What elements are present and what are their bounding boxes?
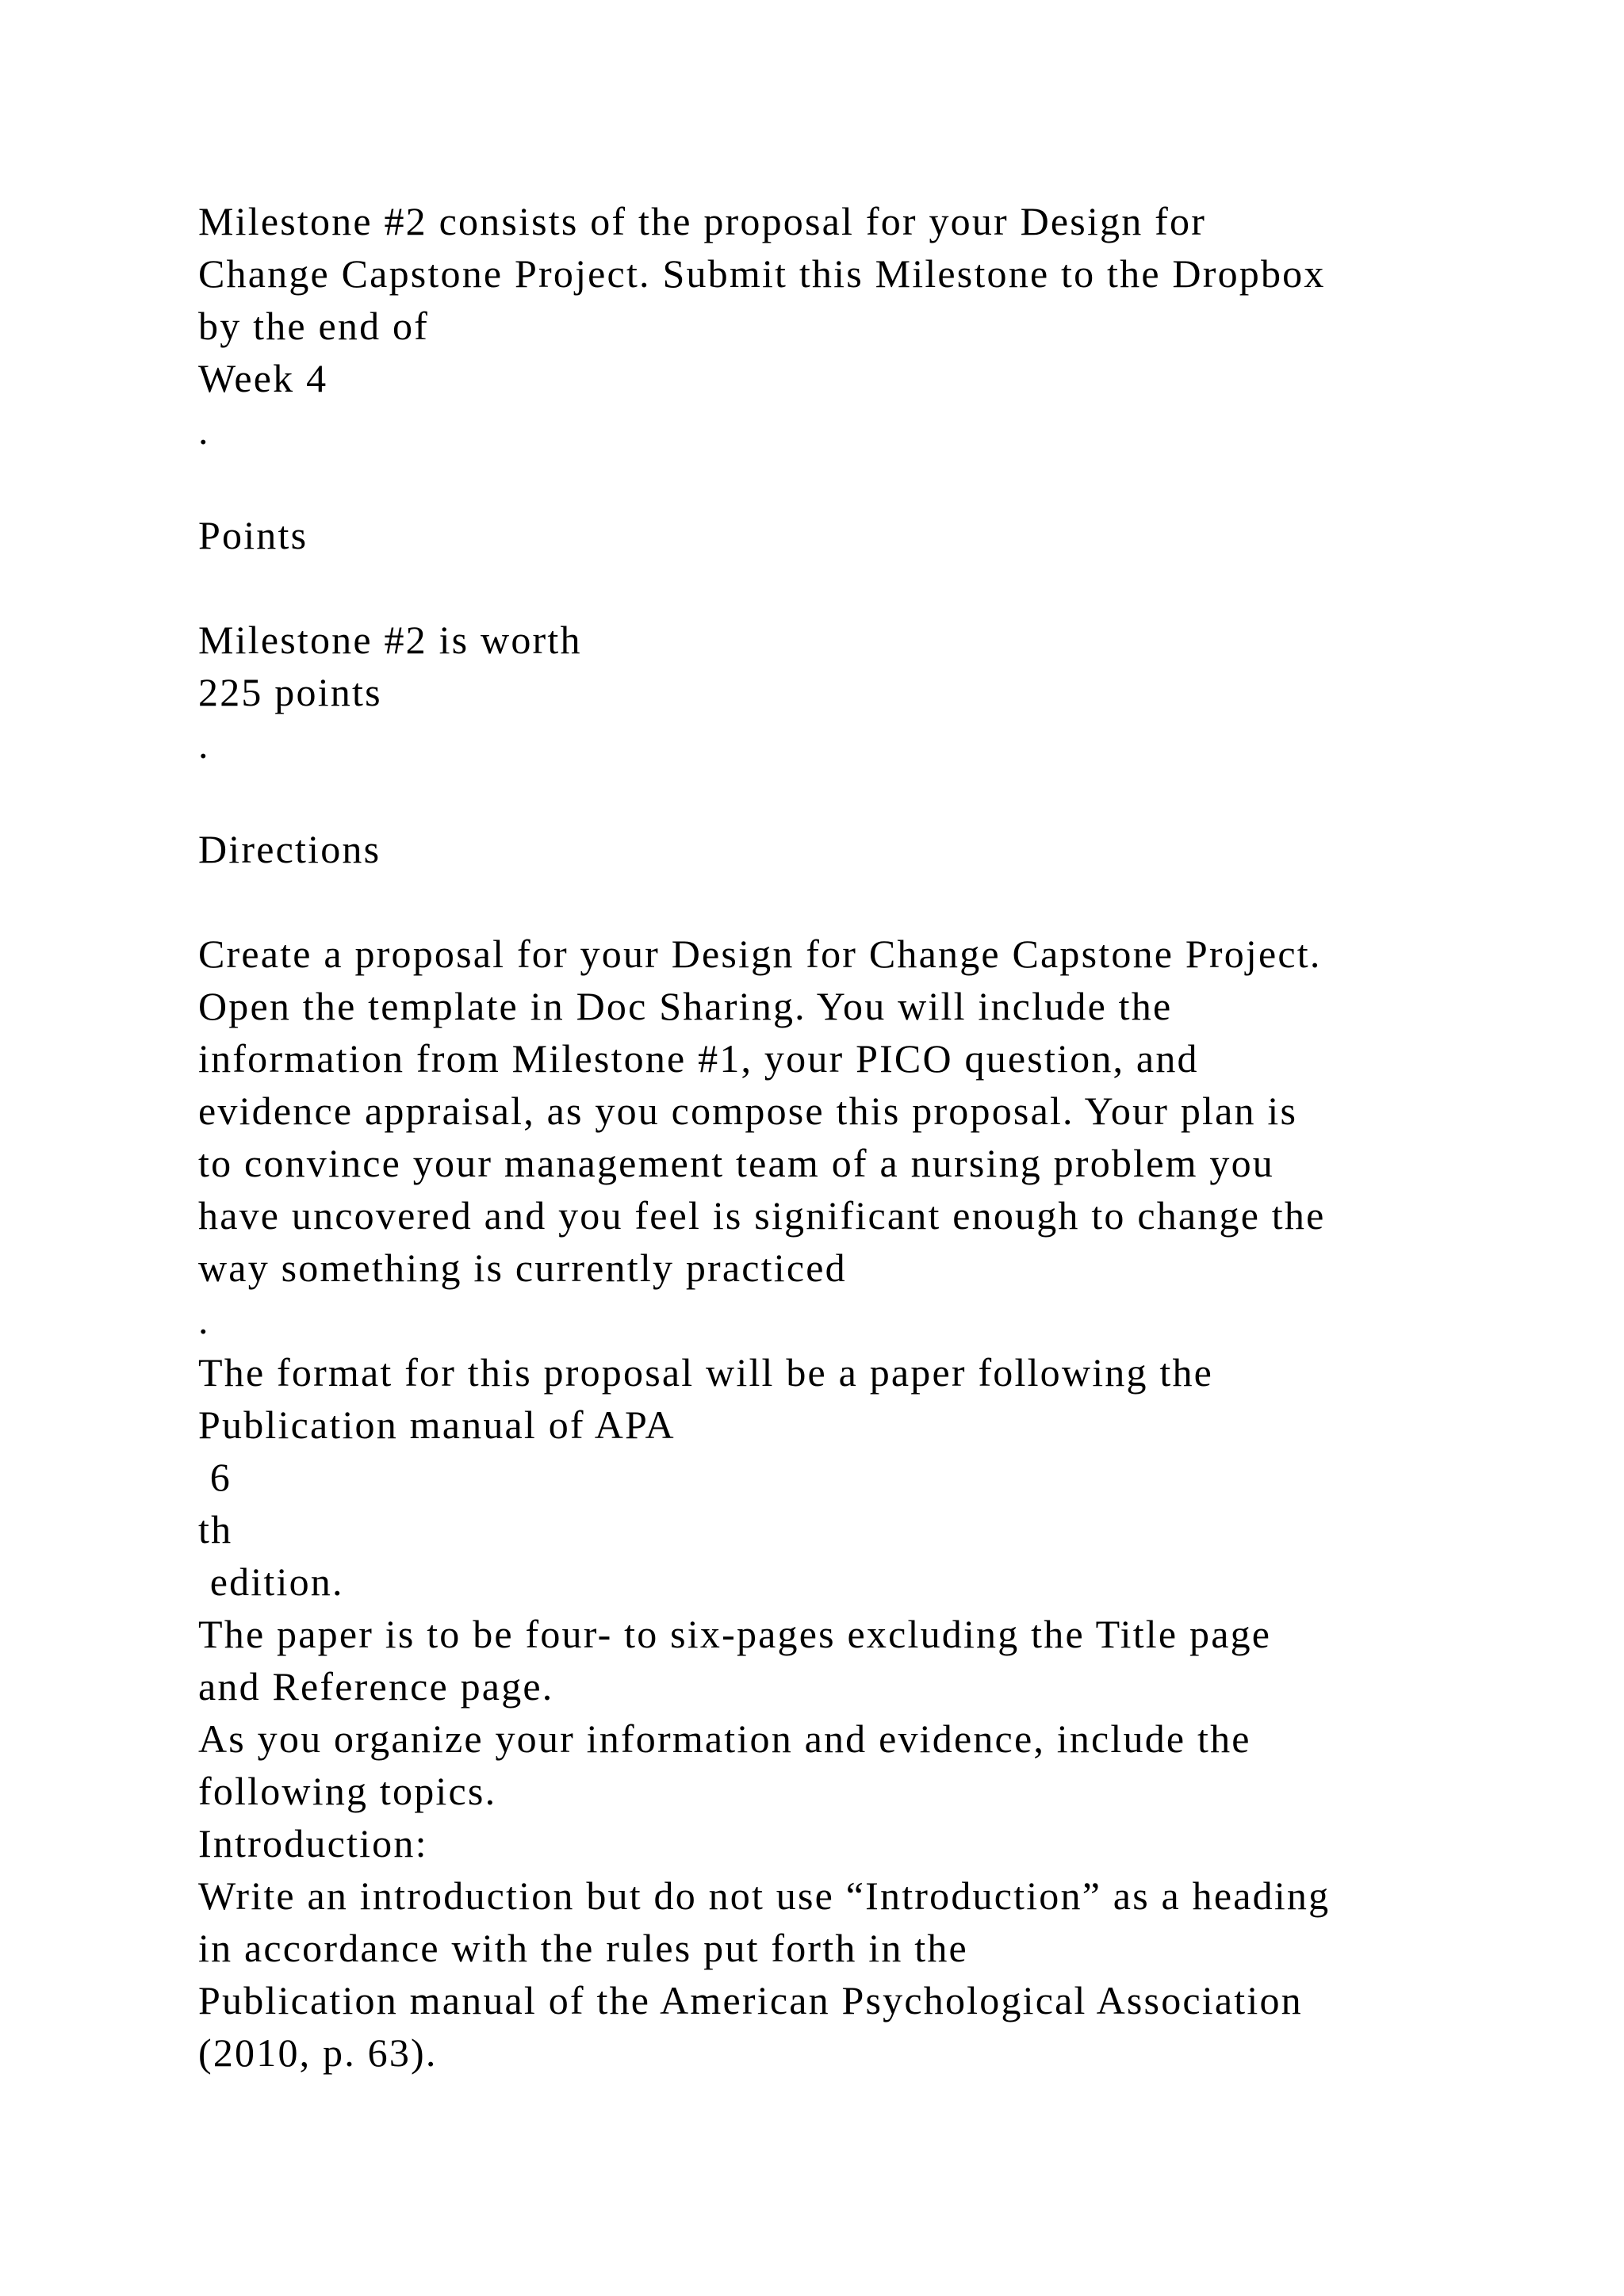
- text-line: 225 points: [198, 670, 382, 714]
- text-line: Publication manual of APA: [198, 1402, 676, 1447]
- text-line: edition.: [198, 1559, 344, 1604]
- text-line: way something is currently practiced: [198, 1246, 847, 1290]
- text-line: have uncovered and you feel is significant enough to change the: [198, 1193, 1326, 1238]
- text-line: information from Milestone #1, your PICO question, and: [198, 1036, 1199, 1081]
- text-line: .: [198, 722, 210, 767]
- text-line: Introduction:: [198, 1821, 428, 1866]
- text-line: Write an introduction but do not use “Introduction” as a heading: [198, 1873, 1331, 1918]
- text-line: .: [198, 408, 210, 453]
- document-body: [198, 195, 1499, 2079]
- blank-line: [198, 561, 1499, 614]
- text-line: The format for this proposal will be a paper following the: [198, 1350, 1214, 1395]
- blank-line: [198, 457, 1499, 509]
- text-line: th: [198, 1507, 233, 1552]
- blank-line: [198, 875, 1499, 928]
- text-line: Milestone #2 consists of the proposal for your Design for: [198, 199, 1207, 243]
- section-heading-directions: Directions: [198, 827, 381, 871]
- text-line: and Reference page.: [198, 1664, 554, 1709]
- text-line: The paper is to be four- to six-pages excluding the Title page: [198, 1612, 1272, 1656]
- text-line: following topics.: [198, 1769, 497, 1813]
- text-line: Change Capstone Project. Submit this Milestone to the Dropbox: [198, 251, 1326, 296]
- text-line: Milestone #2 is worth: [198, 618, 582, 662]
- text-line: Publication manual of the American Psychological Association: [198, 1978, 1303, 2022]
- text-line: by the end of: [198, 304, 430, 348]
- text-line: 6: [198, 1455, 232, 1499]
- blank-line: [198, 771, 1499, 823]
- text-line: As you organize your information and evidence, include the: [198, 1716, 1251, 1761]
- text-line: in accordance with the rules put forth in the: [198, 1926, 968, 1970]
- text-line: Open the template in Doc Sharing. You will include the: [198, 984, 1173, 1028]
- text-line: Week 4: [198, 356, 328, 400]
- text-line: .: [198, 1298, 210, 1342]
- text-line: Create a proposal for your Design for Change Capstone Project.: [198, 932, 1322, 976]
- text-line: to convince your management team of a nursing problem you: [198, 1141, 1274, 1185]
- section-heading-points: Points: [198, 513, 308, 557]
- text-line: (2010, p. 63).: [198, 2030, 438, 2075]
- text-line: evidence appraisal, as you compose this proposal. Your plan is: [198, 1089, 1298, 1133]
